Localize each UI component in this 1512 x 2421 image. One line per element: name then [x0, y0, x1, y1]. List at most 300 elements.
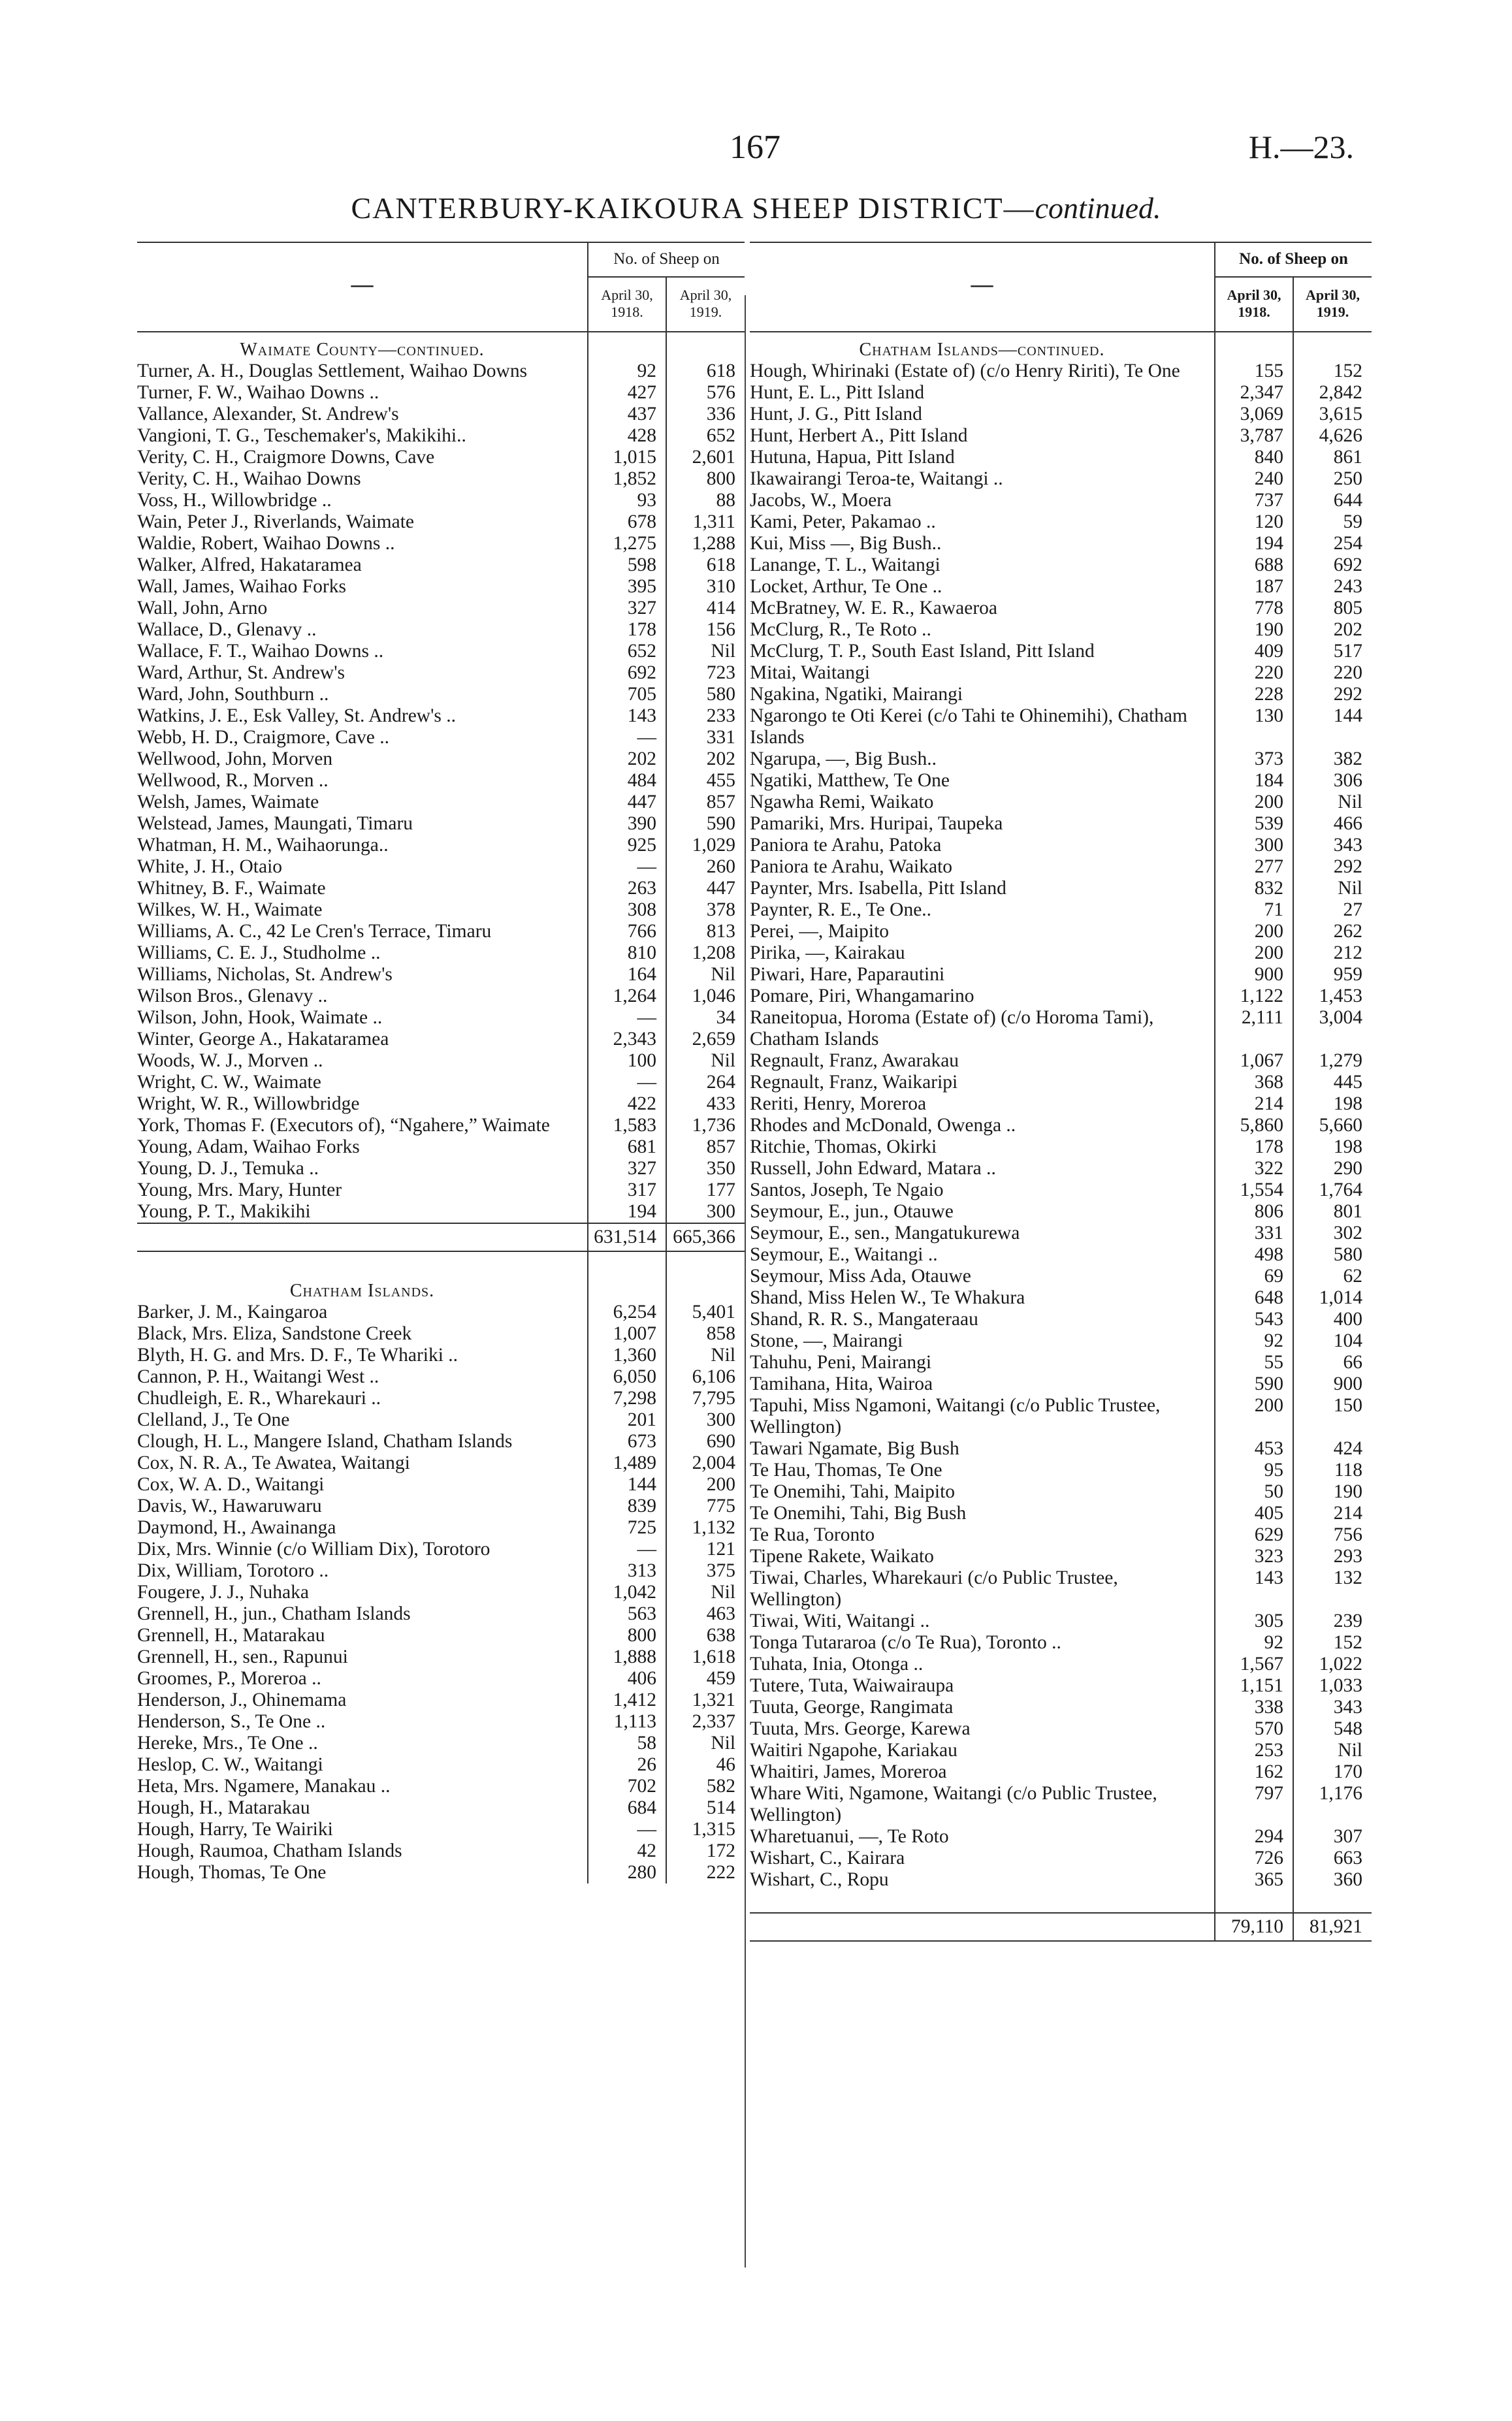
sheep-1919: 300 [666, 1201, 745, 1223]
sheep-1918: 317 [588, 1179, 666, 1201]
sheep-1919: 214 [1293, 1503, 1372, 1524]
sheep-1919: 343 [1293, 1697, 1372, 1718]
sheep-1919: 414 [666, 598, 745, 619]
table-row [750, 361, 1372, 382]
table-row [137, 1136, 745, 1158]
sheep-1918: 327 [588, 1158, 666, 1179]
owner-name: Chudleigh, E. R., Wharekauri .. [137, 1388, 381, 1409]
owner-name: Wilson Bros., Glenavy .. [137, 986, 328, 1006]
sheep-1919: 424 [1293, 1438, 1372, 1460]
sheep-1919: 690 [666, 1431, 745, 1452]
report-code: H.—23. [1248, 129, 1354, 165]
sheep-1918: 184 [1215, 770, 1293, 792]
sheep-1919: 1,321 [666, 1690, 745, 1711]
page-title [0, 191, 1512, 225]
owner-name: Clough, H. L., Mangere Island, Chatham Islands [137, 1431, 513, 1452]
waimate-county-body [137, 332, 745, 1223]
owner-name: Barker, J. M., Kaingaroa [137, 1302, 328, 1323]
sheep-1919: 302 [1293, 1223, 1372, 1244]
sheep-1918: 1,567 [1215, 1654, 1293, 1675]
sheep-1918: 1,360 [588, 1345, 666, 1366]
sheep-1918: 327 [588, 598, 666, 619]
sheep-1919: Nil [666, 641, 745, 662]
sheep-1919: 198 [1293, 1136, 1372, 1158]
sheep-1918: 705 [588, 684, 666, 705]
owner-name: Ikawairangi Teroa-te, Waitangi .. [750, 468, 1003, 489]
table-row [750, 1654, 1372, 1675]
table-row [750, 576, 1372, 598]
sheep-1918: 277 [1215, 856, 1293, 878]
sheep-1918: 26 [588, 1754, 666, 1776]
sheep-1919: 382 [1293, 748, 1372, 770]
owner-name: Hough, H., Matarakau [137, 1797, 310, 1818]
sheep-1918: 200 [1215, 942, 1293, 964]
owner-name: Young, P. T., Makikihi [137, 1201, 311, 1222]
table-row [750, 1287, 1372, 1309]
owner-name: Tawari Ngamate, Big Bush [750, 1438, 959, 1459]
sheep-1918: 900 [1215, 964, 1293, 986]
table-row [137, 1302, 745, 1323]
left-column [137, 242, 745, 1884]
table-row [750, 1309, 1372, 1330]
owner-name: Ward, Arthur, St. Andrew's [137, 662, 346, 683]
owner-name: Welstead, James, Maungati, Timaru [137, 813, 413, 834]
owner-name: Tipene Rakete, Waikato [750, 1546, 934, 1567]
sheep-1918: 194 [588, 1201, 666, 1223]
table-row [137, 1517, 745, 1539]
sheep-1919: 121 [666, 1539, 745, 1560]
header-date-1919: April 30, 1919. [1293, 277, 1372, 326]
sheep-1919: 800 [666, 468, 745, 490]
table-row [750, 1869, 1372, 1891]
sheep-1919: 239 [1293, 1611, 1372, 1632]
sheep-1919: 1,288 [666, 533, 745, 554]
sheep-1918: 648 [1215, 1287, 1293, 1309]
table-row [137, 511, 745, 533]
table-row [750, 533, 1372, 554]
owner-name: Ngatiki, Matthew, Te One [750, 770, 950, 791]
sheep-1919: 801 [1293, 1201, 1372, 1223]
sheep-1919: Nil [1293, 1740, 1372, 1761]
sheep-1919: 378 [666, 899, 745, 921]
sheep-1918: 42 [588, 1840, 666, 1862]
sheep-1919: 1,453 [1293, 986, 1372, 1007]
sheep-1919: Nil [666, 1050, 745, 1072]
sheep-1918: 1,489 [588, 1452, 666, 1474]
owner-name: Young, Mrs. Mary, Hunter [137, 1179, 342, 1200]
sheep-1919: 692 [1293, 554, 1372, 576]
owner-name: Wall, John, Arno [137, 598, 268, 618]
title-suffix: continued. [1035, 191, 1161, 225]
sheep-1919: 177 [666, 1179, 745, 1201]
sheep-1919: Nil [1293, 792, 1372, 813]
owner-name: Te Rua, Toronto [750, 1524, 875, 1545]
owner-name: Hough, Raumoa, Chatham Islands [137, 1840, 402, 1861]
sheep-1919: 1,046 [666, 986, 745, 1007]
sheep-1919: 813 [666, 921, 745, 942]
table-row [750, 1438, 1372, 1460]
sheep-1919: 331 [666, 727, 745, 748]
table-row [137, 1323, 745, 1345]
owner-name: Cox, W. A. D., Waitangi [137, 1474, 325, 1495]
sheep-1919: 652 [666, 425, 745, 447]
table-row [137, 1690, 745, 1711]
owner-name: Seymour, E., sen., Mangatukurewa [750, 1223, 1020, 1243]
table-row [137, 1819, 745, 1840]
sheep-1919: 900 [1293, 1373, 1372, 1395]
table-row [137, 1158, 745, 1179]
section-heading [137, 1274, 588, 1302]
table-row [750, 1783, 1372, 1826]
table-row [750, 1632, 1372, 1654]
sheep-1918: 1,067 [1215, 1050, 1293, 1072]
table-row [750, 382, 1372, 404]
table-row [137, 554, 745, 576]
table-row [750, 1826, 1372, 1848]
owner-name: Henderson, J., Ohinemama [137, 1690, 347, 1710]
sheep-1918: 453 [1215, 1438, 1293, 1460]
sheep-1919: 1,311 [666, 511, 745, 533]
sheep-1919: 3,615 [1293, 404, 1372, 425]
owner-name: Kami, Peter, Pakamao .. [750, 511, 936, 532]
table-row [750, 1072, 1372, 1093]
sheep-1918: 3,787 [1215, 425, 1293, 447]
owner-name: Hereke, Mrs., Te One .. [137, 1733, 318, 1754]
sheep-1918: 498 [1215, 1244, 1293, 1266]
waimate-total-body [137, 1223, 745, 1274]
sheep-1918: 130 [1215, 705, 1293, 748]
sheep-1918: 1,007 [588, 1323, 666, 1345]
sheep-1919: 254 [1293, 533, 1372, 554]
owner-name: Tiwai, Witi, Waitangi .. [750, 1611, 930, 1631]
table-row [750, 1201, 1372, 1223]
table-row [750, 1158, 1372, 1179]
header-date-1918: April 30, 1918. [1215, 277, 1293, 326]
owner-name: Ngarongo te Oti Kerei (c/o Tahi te Ohinemihi), Chatham Islands [750, 705, 1187, 748]
sheep-1918: 55 [1215, 1352, 1293, 1373]
owner-name: Hough, Thomas, Te One [137, 1862, 327, 1883]
sheep-1919: 172 [666, 1840, 745, 1862]
table-row [137, 1668, 745, 1690]
owner-name: York, Thomas F. (Executors of), “Ngahere,” Waimate [137, 1115, 550, 1136]
owner-name: Hough, Harry, Te Wairiki [137, 1819, 333, 1840]
sheep-1918: 692 [588, 662, 666, 684]
sheep-1919: 360 [1293, 1869, 1372, 1891]
sheep-1919: 118 [1293, 1460, 1372, 1481]
sheep-1918: 100 [588, 1050, 666, 1072]
sheep-1918: 194 [1215, 533, 1293, 554]
table-row [750, 878, 1372, 899]
sheep-1919: 618 [666, 361, 745, 382]
owner-name: Wilkes, W. H., Waimate [137, 899, 323, 920]
table-row [750, 748, 1372, 770]
sheep-1918: — [588, 1007, 666, 1029]
owner-name: Wright, W. R., Willowbridge [137, 1093, 360, 1114]
sheep-1918: 725 [588, 1517, 666, 1539]
table-row [137, 490, 745, 511]
sheep-1918: 280 [588, 1862, 666, 1884]
sheep-1918: 338 [1215, 1697, 1293, 1718]
sheep-1919: 400 [1293, 1309, 1372, 1330]
sheep-1919: 250 [1293, 468, 1372, 490]
table-row [137, 1179, 745, 1201]
table-row [137, 619, 745, 641]
owner-name: Pirika, —, Kairakau [750, 942, 905, 963]
table-row [137, 1388, 745, 1409]
sheep-1918: 563 [588, 1603, 666, 1625]
sheep-1918: 373 [1215, 748, 1293, 770]
owner-name: Wellwood, R., Morven .. [137, 770, 329, 791]
table-row [137, 1474, 745, 1496]
table-row [137, 705, 745, 727]
sheep-1918: 50 [1215, 1481, 1293, 1503]
sheep-1918: 7,298 [588, 1388, 666, 1409]
table-row [750, 425, 1372, 447]
sheep-1919: 1,176 [1293, 1783, 1372, 1826]
owner-name: Ngakina, Ngatiki, Mairangi [750, 684, 963, 705]
owner-name: Wellwood, John, Morven [137, 748, 333, 769]
table-row [750, 404, 1372, 425]
table-row [750, 899, 1372, 921]
table-row [137, 1840, 745, 1862]
sheep-1918: 164 [588, 964, 666, 986]
sheep-1919: 212 [1293, 942, 1372, 964]
total-1919: 665,366 [666, 1223, 745, 1251]
owner-name: Rhodes and McDonald, Owenga .. [750, 1115, 1016, 1136]
owner-name: Paynter, Mrs. Isabella, Pitt Island [750, 878, 1006, 899]
owner-name: Locket, Arthur, Te One .. [750, 576, 942, 597]
sheep-1919: 959 [1293, 964, 1372, 986]
sheep-1918: 797 [1215, 1783, 1293, 1826]
sheep-1919: 663 [1293, 1848, 1372, 1869]
sheep-1919: 198 [1293, 1093, 1372, 1115]
owner-name: Tuuta, Mrs. George, Karewa [750, 1718, 971, 1739]
section-heading [750, 332, 1215, 361]
owner-name: Black, Mrs. Eliza, Sandstone Creek [137, 1323, 412, 1344]
table-row [750, 1244, 1372, 1266]
owner-name: Reriti, Henry, Moreroa [750, 1093, 927, 1114]
owner-name: Grennell, H., jun., Chatham Islands [137, 1603, 411, 1624]
left-table [137, 242, 745, 1884]
owner-name: Tuhata, Inia, Otonga .. [750, 1654, 924, 1675]
sheep-1919: 590 [666, 813, 745, 835]
sheep-1919: 1,022 [1293, 1654, 1372, 1675]
table-row [137, 942, 745, 964]
owner-name: Regnault, Franz, Waikaripi [750, 1072, 958, 1093]
sheep-1918: 322 [1215, 1158, 1293, 1179]
table-row [750, 641, 1372, 662]
sheep-1919: 152 [1293, 1632, 1372, 1654]
sheep-1918: 95 [1215, 1460, 1293, 1481]
sheep-1918: 143 [1215, 1567, 1293, 1611]
sheep-1918: 120 [1215, 511, 1293, 533]
sheep-1918: 58 [588, 1733, 666, 1754]
table-row [750, 447, 1372, 468]
owner-name: Daymond, H., Awainanga [137, 1517, 336, 1538]
table-row [137, 1733, 745, 1754]
sheep-1919: 144 [1293, 705, 1372, 748]
table-row [137, 878, 745, 899]
page-number: 167 [730, 129, 780, 166]
owner-name: Verity, C. H., Waihao Downs [137, 468, 361, 489]
sheep-1918: 69 [1215, 1266, 1293, 1287]
sheep-1918: 629 [1215, 1524, 1293, 1546]
table-row [137, 1050, 745, 1072]
owner-name: Perei, —, Maipito [750, 921, 890, 942]
sheep-1918: 93 [588, 490, 666, 511]
sheep-1918: 178 [1215, 1136, 1293, 1158]
table-row [137, 1029, 745, 1050]
owner-name: Hunt, E. L., Pitt Island [750, 382, 925, 403]
owner-name: Dix, William, Torotoro .. [137, 1560, 329, 1581]
sheep-1919: 264 [666, 1072, 745, 1093]
owner-name: Wishart, C., Kairara [750, 1848, 905, 1868]
sheep-1919: 445 [1293, 1072, 1372, 1093]
sheep-1919: 1,279 [1293, 1050, 1372, 1072]
sheep-1918: 1,151 [1215, 1675, 1293, 1697]
sheep-1919: 459 [666, 1668, 745, 1690]
header-dash: — [137, 242, 588, 326]
sheep-1919: 638 [666, 1625, 745, 1646]
sheep-1918: 447 [588, 792, 666, 813]
sheep-1919: 447 [666, 878, 745, 899]
sheep-1918: 202 [588, 748, 666, 770]
sheep-1918: 178 [588, 619, 666, 641]
table-row [137, 964, 745, 986]
sheep-1919: 582 [666, 1776, 745, 1797]
owner-name: Tamihana, Hita, Wairoa [750, 1373, 933, 1394]
sheep-1919: 190 [1293, 1481, 1372, 1503]
owner-name: Lanange, T. L., Waitangi [750, 554, 941, 575]
owner-name: Welsh, James, Waimate [137, 792, 319, 812]
table-row [137, 1366, 745, 1388]
owner-name: Groomes, P., Moreroa .. [137, 1668, 321, 1689]
total-1919: 81,921 [1293, 1913, 1372, 1941]
sheep-1919: 350 [666, 1158, 745, 1179]
sheep-1918: 220 [1215, 662, 1293, 684]
owner-name: Wilson, John, Hook, Waimate .. [137, 1007, 383, 1028]
table-row [750, 1481, 1372, 1503]
owner-name: Seymour, E., Waitangi .. [750, 1244, 938, 1265]
owner-name: Shand, R. R. S., Mangateraau [750, 1309, 978, 1330]
header-group: No. of Sheep on [1215, 242, 1372, 277]
owner-name: Tutere, Tuta, Waiwairaupa [750, 1675, 954, 1696]
sheep-1918: 1,852 [588, 468, 666, 490]
owner-name: Whitney, B. F., Waimate [137, 878, 326, 899]
table-row [137, 899, 745, 921]
table-row [137, 1452, 745, 1474]
sheep-1918: 405 [1215, 1503, 1293, 1524]
table-row [137, 1646, 745, 1668]
sheep-1918: 832 [1215, 878, 1293, 899]
sheep-1919: 59 [1293, 511, 1372, 533]
table-row [750, 1266, 1372, 1287]
table-row [137, 1115, 745, 1136]
owner-name: Whaitiri, James, Moreroa [750, 1761, 947, 1782]
table-row [750, 1524, 1372, 1546]
sheep-1918: — [588, 1072, 666, 1093]
table-row [750, 554, 1372, 576]
sheep-1918: 253 [1215, 1740, 1293, 1761]
owner-name: Wall, James, Waihao Forks [137, 576, 346, 597]
right-table [750, 242, 1372, 1942]
sheep-1919: 1,033 [1293, 1675, 1372, 1697]
owner-name: Piwari, Hare, Paparautini [750, 964, 945, 985]
sheep-1919: 514 [666, 1797, 745, 1819]
sheep-1918: 313 [588, 1560, 666, 1582]
owner-name: Te Onemihi, Tahi, Maipito [750, 1481, 956, 1502]
owner-name: Ngarupa, —, Big Bush.. [750, 748, 937, 769]
sheep-1919: 4,626 [1293, 425, 1372, 447]
sheep-1919: 152 [1293, 361, 1372, 382]
owner-name: Wishart, C., Ropu [750, 1869, 889, 1890]
table-row [137, 576, 745, 598]
sheep-1918: 810 [588, 942, 666, 964]
owner-name: Raneitopua, Horoma (Estate of) (c/o Horoma Tami), Chatham Islands [750, 1007, 1154, 1050]
owner-name: Verity, C. H., Craigmore Downs, Cave [137, 447, 435, 468]
sheep-1919: 62 [1293, 1266, 1372, 1287]
sheep-1919: 260 [666, 856, 745, 878]
owner-name: Seymour, Miss Ada, Otauwe [750, 1266, 971, 1287]
table-row [137, 533, 745, 554]
sheep-1918: 437 [588, 404, 666, 425]
table-row [750, 490, 1372, 511]
sheep-1918: 305 [1215, 1611, 1293, 1632]
sheep-1919: 1,618 [666, 1646, 745, 1668]
sheep-1919: 34 [666, 1007, 745, 1029]
owner-name: Ritchie, Thomas, Okirki [750, 1136, 937, 1157]
table-row [750, 1330, 1372, 1352]
table-row [750, 1675, 1372, 1697]
owner-name: McBratney, W. E. R., Kawaeroa [750, 598, 998, 618]
sheep-1919: 1,029 [666, 835, 745, 856]
sheep-1918: 778 [1215, 598, 1293, 619]
table-row [137, 727, 745, 748]
sheep-1918: 1,264 [588, 986, 666, 1007]
sheep-1919: 66 [1293, 1352, 1372, 1373]
owner-name: Waitiri Ngapohe, Kariakau [750, 1740, 957, 1761]
title-main: CANTERBURY-KAIKOURA SHEEP DISTRICT— [351, 191, 1035, 225]
sheep-1918: 3,069 [1215, 404, 1293, 425]
owner-name: McClurg, T. P., South East Island, Pitt Island [750, 641, 1095, 662]
sheep-1918: 737 [1215, 490, 1293, 511]
owner-name: Dix, Mrs. Winnie (c/o William Dix), Torotoro [137, 1539, 491, 1560]
table-row [750, 1460, 1372, 1481]
sheep-1918: 806 [1215, 1201, 1293, 1223]
sheep-1919: 1,764 [1293, 1179, 1372, 1201]
table-row [750, 1546, 1372, 1567]
sheep-1919: 2,601 [666, 447, 745, 468]
sheep-1918: 1,113 [588, 1711, 666, 1733]
sheep-1919: 375 [666, 1560, 745, 1582]
sheep-1918: 143 [588, 705, 666, 727]
table-row [137, 598, 745, 619]
owner-name: Stone, —, Mairangi [750, 1330, 903, 1351]
sheep-1919: 3,004 [1293, 1007, 1372, 1050]
owner-name: Hunt, J. G., Pitt Island [750, 404, 922, 425]
sheep-1919: 466 [1293, 813, 1372, 835]
sheep-1919: 548 [1293, 1718, 1372, 1740]
sheep-1919: Nil [666, 964, 745, 986]
sheep-1919: 756 [1293, 1524, 1372, 1546]
sheep-1918: 428 [588, 425, 666, 447]
sheep-1919: 5,660 [1293, 1115, 1372, 1136]
sheep-1919: 170 [1293, 1761, 1372, 1783]
owner-name: Paynter, R. E., Te One.. [750, 899, 932, 920]
sheep-1918: 144 [588, 1474, 666, 1496]
table-row [137, 1582, 745, 1603]
sheep-1919: Nil [1293, 878, 1372, 899]
